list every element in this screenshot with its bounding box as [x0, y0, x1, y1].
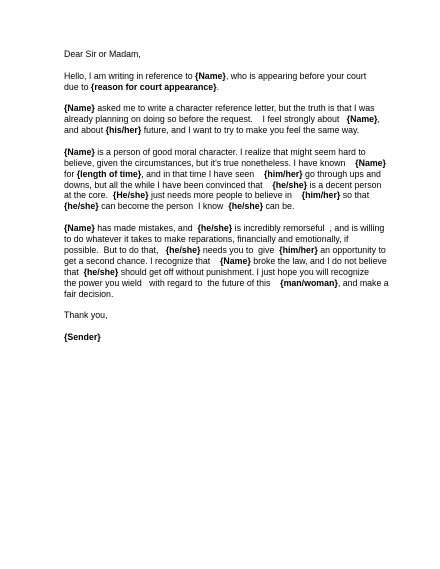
letter-line	[64, 256, 400, 267]
placeholder-field: {man/woman}	[280, 277, 338, 288]
letter-text: broke the law, and I do not believe	[250, 255, 387, 266]
letter-line	[64, 289, 400, 300]
letter-text: due to	[64, 81, 91, 92]
letter-text: get a second chance. I recognize that	[64, 255, 220, 266]
letter-line	[64, 147, 400, 158]
letter-text: that	[64, 266, 84, 277]
letter-text: downs, but all the while I have been convinced that	[64, 179, 273, 190]
letter-line	[64, 190, 400, 201]
placeholder-field: {Name}	[64, 146, 95, 157]
placeholder-field: {he/she}	[228, 201, 264, 212]
letter-line	[64, 234, 400, 245]
placeholder-field: {Name}	[195, 70, 226, 81]
letter-text: fair decision.	[64, 288, 114, 299]
letter-text: go through ups and	[302, 168, 381, 179]
placeholder-field: {Name}	[64, 103, 95, 114]
paragraph-intro	[64, 71, 400, 93]
placeholder-field: {him/her}	[263, 168, 303, 179]
placeholder-field: {he/she}	[64, 201, 99, 212]
letter-text: already planning on doing so before the request. I feel strongly about	[64, 114, 347, 125]
placeholder-field: {length of time}	[76, 168, 142, 179]
letter-text: is a decent person	[307, 179, 382, 190]
letter-line	[64, 223, 400, 234]
placeholder-field: {him/her}	[301, 190, 341, 201]
letter-text: future, and I want to try to make you feel the same way.	[141, 125, 360, 136]
placeholder-field: {reason for court appearance}	[90, 81, 217, 92]
placeholder-field: {he/she}	[272, 179, 308, 190]
letter-text: to do whatever it takes to make reparations, financially and emotionally, if	[64, 233, 349, 244]
letter-text: for	[64, 168, 77, 179]
letter-line	[64, 180, 400, 191]
letter-text: , and make a	[337, 277, 389, 288]
letter-line	[64, 71, 400, 82]
letter-text: Hello, I am writing in reference to	[64, 70, 196, 81]
letter-text: believe, given the circumstances, but it's true nonetheless. I have known	[64, 157, 356, 168]
letter-line	[64, 245, 400, 256]
closing: Thank you,	[64, 310, 108, 321]
letter-line	[64, 103, 400, 114]
letter-line	[64, 278, 400, 289]
letter-line	[64, 267, 400, 278]
letter-line	[64, 158, 400, 169]
letter-line	[64, 169, 400, 180]
letter-line	[64, 82, 400, 93]
paragraph-request	[64, 103, 400, 136]
placeholder-field: {He/she}	[112, 190, 149, 201]
paragraph-character	[64, 147, 400, 212]
letter-text: is incredibly remorseful , and is willing	[232, 223, 385, 234]
letter-text: possible. But to do that,	[64, 244, 166, 255]
letter-text: just needs more people to believe in	[148, 190, 302, 201]
sender-signature: {Sender}	[64, 331, 101, 342]
letter-text: , who is appearing before your court	[225, 70, 367, 81]
placeholder-field: {he/she}	[197, 223, 233, 234]
letter-text: asked me to write a character reference letter, but the truth is that I was	[94, 103, 375, 114]
letter-text: at the core.	[64, 190, 113, 201]
placeholder-field: {Name}	[346, 114, 378, 125]
letter-text: .	[216, 81, 220, 92]
letter-text: , and in that time I have seen	[141, 168, 264, 179]
paragraph-mistakes	[64, 223, 400, 299]
letter-line	[64, 125, 400, 136]
letter-text: can be.	[263, 201, 295, 212]
letter-text: and about	[64, 125, 106, 136]
letter-text: an opportunity to	[317, 244, 386, 255]
placeholder-field: {his/her}	[105, 125, 142, 136]
letter-text: is a person of good moral character. I realize that might seem hard to	[94, 146, 366, 157]
placeholder-field: {him/her}	[279, 244, 318, 255]
letter-text: ,	[377, 114, 380, 125]
letter-line	[64, 114, 400, 125]
letter-text: needs you to give	[200, 244, 280, 255]
salutation: Dear Sir or Madam,	[64, 49, 141, 59]
letter-text: can become the person I know	[98, 201, 229, 212]
letter-line	[64, 201, 400, 212]
letter-text: the power you wield with regard to the future of this	[64, 277, 281, 288]
placeholder-field: {he/she}	[165, 244, 201, 255]
letter-text: so that	[340, 190, 370, 201]
placeholder-field: {Name}	[220, 255, 251, 266]
placeholder-field: {Name}	[355, 157, 386, 168]
letter-text: has made mistakes, and	[94, 223, 198, 234]
letter-text: should get off without punishment. I just hope you will recognize	[118, 266, 369, 277]
placeholder-field: {he/she}	[83, 266, 119, 277]
placeholder-field: {Name}	[64, 223, 95, 234]
